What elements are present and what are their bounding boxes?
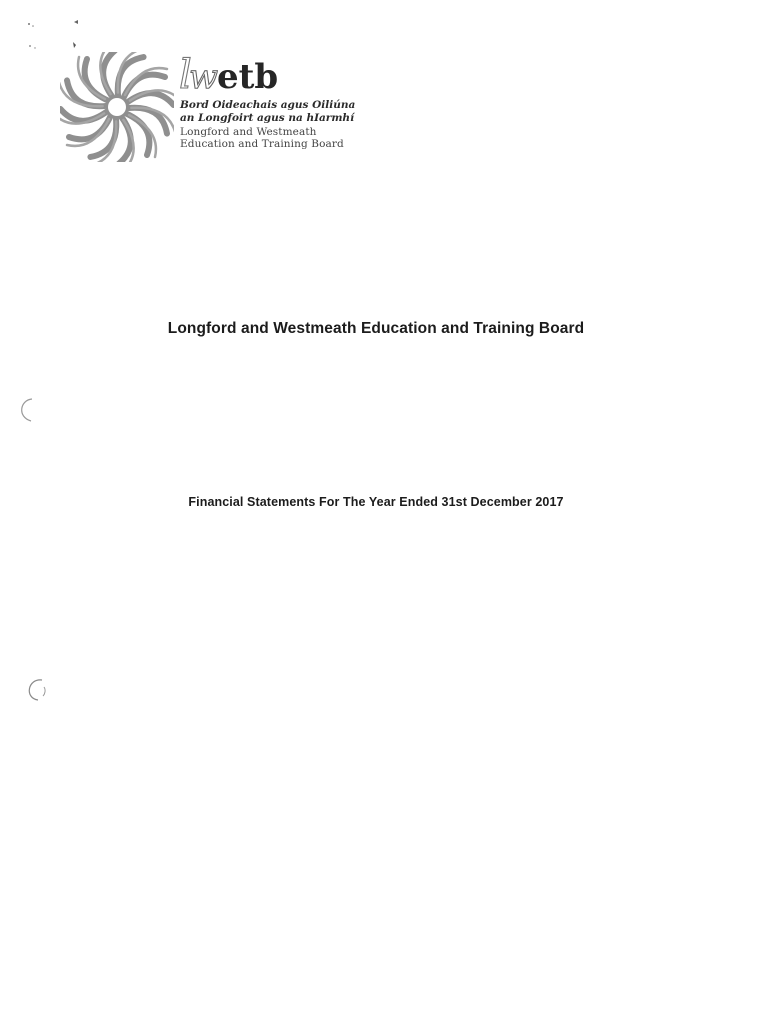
logo-irish-line-2: an Longfoirt agus na hIarmhí <box>180 112 355 124</box>
logo-english-line-2: Education and Training Board <box>180 138 344 150</box>
punch-hole-mark-lower <box>22 674 52 706</box>
svg-text:l: l <box>179 52 192 98</box>
etb-swirl-logo-icon <box>60 52 174 162</box>
document-subtitle: Financial Statements For The Year Ended 31st December 2017 <box>188 495 564 509</box>
lwetb-wordmark <box>177 52 307 98</box>
svg-text:w: w <box>189 57 219 97</box>
document-title: Longford and Westmeath Education and Training Board <box>167 320 585 337</box>
punch-hole-mark-upper <box>14 395 38 425</box>
svg-text:etb: etb <box>217 57 279 97</box>
logo-english-line-1: Longford and Westmeath <box>180 126 317 138</box>
logo-irish-line-1: Bord Oideachais agus Oiliúna <box>180 99 356 111</box>
